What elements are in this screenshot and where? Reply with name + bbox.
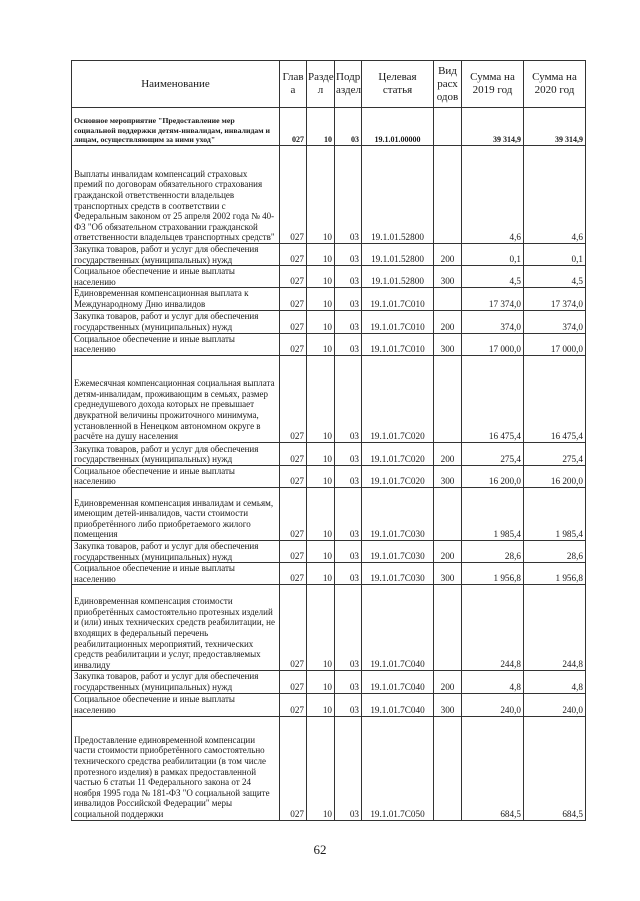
table-row xyxy=(72,465,586,487)
row-podrazdel: 03 xyxy=(335,716,362,820)
row-article: 19.1.01.7С020 xyxy=(362,355,434,442)
row-article: 19.1.01.00000 xyxy=(362,108,434,146)
row-article: 19.1.01.7С010 xyxy=(362,310,434,333)
row-podrazdel: 03 xyxy=(335,693,362,716)
table-row xyxy=(72,487,586,540)
row-razdel: 10 xyxy=(307,540,335,562)
table-header-row xyxy=(72,61,586,108)
row-sum-2019: 4,6 xyxy=(462,146,524,244)
row-sum-2019: 16 200,0 xyxy=(462,465,524,487)
row-vid xyxy=(434,487,462,540)
row-sum-2020: 4,5 xyxy=(524,266,586,288)
row-article: 19.1.01.7С030 xyxy=(362,487,434,540)
row-vid: 300 xyxy=(434,333,462,355)
row-name: Социальное обеспечение и иные выплаты населению xyxy=(72,465,280,487)
row-razdel: 10 xyxy=(307,487,335,540)
row-sum-2020: 17 374,0 xyxy=(524,288,586,310)
row-podrazdel: 03 xyxy=(335,310,362,333)
row-sum-2019: 16 475,4 xyxy=(462,355,524,442)
row-name: Закупка товаров, работ и услуг для обеспечения государственных (муниципальных) нужд xyxy=(72,442,280,465)
table-row xyxy=(72,333,586,355)
row-sum-2020: 240,0 xyxy=(524,693,586,716)
row-sum-2019: 28,6 xyxy=(462,540,524,562)
header-sum-2020: Сумма на 2020 год xyxy=(524,61,586,108)
row-razdel: 10 xyxy=(307,333,335,355)
row-vid: 200 xyxy=(434,442,462,465)
row-vid: 300 xyxy=(434,465,462,487)
row-article: 19.1.01.7С030 xyxy=(362,540,434,562)
row-podrazdel: 03 xyxy=(335,355,362,442)
row-razdel: 10 xyxy=(307,288,335,310)
row-sum-2020: 244,8 xyxy=(524,585,586,671)
table-row xyxy=(72,693,586,716)
table-row xyxy=(72,108,586,146)
row-vid xyxy=(434,355,462,442)
row-razdel: 10 xyxy=(307,310,335,333)
row-podrazdel: 03 xyxy=(335,146,362,244)
row-razdel: 10 xyxy=(307,244,335,266)
row-sum-2019: 39 314,9 xyxy=(462,108,524,146)
table-row xyxy=(72,716,586,820)
row-vid xyxy=(434,288,462,310)
row-name: Предоставление единовременной компенсации части стоимости приобретённого самостоятельно технического средства реабилитации (в том числе протезного изделия) в рамках предоставленной частью 6 статьи 11 Федерального закона от 24 ноября 1995 года № 181-ФЗ "О социальной защите инвалидов Российской Федерации" меры социальной поддержки xyxy=(72,716,280,820)
row-podrazdel: 03 xyxy=(335,288,362,310)
row-sum-2020: 16 200,0 xyxy=(524,465,586,487)
row-glava: 027 xyxy=(280,465,307,487)
table-row xyxy=(72,355,586,442)
header-vid: Вид расх одов xyxy=(434,61,462,108)
row-name: Единовременная компенсация стоимости приобретённых самостоятельно протезных изделий и (или) иных технических средств реабилитации, не входящих в федеральный перечень реабилитационных мероприятий, технических средств реабилитации и услуг, предоставляемых инвалиду xyxy=(72,585,280,671)
row-article: 19.1.01.52800 xyxy=(362,244,434,266)
row-podrazdel: 03 xyxy=(335,442,362,465)
table-row xyxy=(72,540,586,562)
row-sum-2020: 28,6 xyxy=(524,540,586,562)
row-glava: 027 xyxy=(280,540,307,562)
row-article: 19.1.01.7С040 xyxy=(362,693,434,716)
table-row xyxy=(72,563,586,585)
row-name: Социальное обеспечение и иные выплаты населению xyxy=(72,333,280,355)
table-row xyxy=(72,244,586,266)
row-glava: 027 xyxy=(280,585,307,671)
header-razdel: Разде л xyxy=(307,61,335,108)
row-vid: 200 xyxy=(434,310,462,333)
row-glava: 027 xyxy=(280,693,307,716)
row-vid xyxy=(434,716,462,820)
row-podrazdel: 03 xyxy=(335,487,362,540)
row-sum-2020: 4,8 xyxy=(524,671,586,693)
row-sum-2019: 684,5 xyxy=(462,716,524,820)
row-sum-2020: 0,1 xyxy=(524,244,586,266)
row-vid xyxy=(434,146,462,244)
row-podrazdel: 03 xyxy=(335,563,362,585)
row-sum-2020: 16 475,4 xyxy=(524,355,586,442)
table-row xyxy=(72,266,586,288)
row-vid: 200 xyxy=(434,671,462,693)
header-podrazdel: Подр аздел xyxy=(335,61,362,108)
row-razdel: 10 xyxy=(307,716,335,820)
row-sum-2019: 4,5 xyxy=(462,266,524,288)
row-razdel: 10 xyxy=(307,442,335,465)
row-podrazdel: 03 xyxy=(335,266,362,288)
row-sum-2020: 17 000,0 xyxy=(524,333,586,355)
row-sum-2019: 0,1 xyxy=(462,244,524,266)
header-sum-2019: Сумма на 2019 год xyxy=(462,61,524,108)
row-glava: 027 xyxy=(280,487,307,540)
table-row xyxy=(72,671,586,693)
row-glava: 027 xyxy=(280,442,307,465)
row-article: 19.1.01.7С020 xyxy=(362,442,434,465)
row-glava: 027 xyxy=(280,355,307,442)
row-name: Единовременная компенсационная выплата к Международному Дню инвалидов xyxy=(72,288,280,310)
row-sum-2019: 275,4 xyxy=(462,442,524,465)
budget-table xyxy=(71,60,586,821)
row-glava: 027 xyxy=(280,266,307,288)
row-name: Выплаты инвалидам компенсаций страховых премий по договорам обязательного страхования гражданской ответственности владельцев транспортных средств в соответствии с Федеральным законом от 25 апреля 2002 года № 40-ФЗ "Об обязательном страховании гражданской ответственности владельцев транспортных средств" xyxy=(72,146,280,244)
row-name: Ежемесячная компенсационная социальная выплата детям-инвалидам, проживающим в семьях, размер среднедушевого дохода которых не превышает двукратной величины прожиточного минимума, установленной в Ненецком автономном округе в расчёте на душу населения xyxy=(72,355,280,442)
row-article: 19.1.01.7С040 xyxy=(362,585,434,671)
table-row xyxy=(72,442,586,465)
row-vid: 200 xyxy=(434,540,462,562)
row-article: 19.1.01.7С010 xyxy=(362,333,434,355)
row-sum-2020: 275,4 xyxy=(524,442,586,465)
row-name: Закупка товаров, работ и услуг для обеспечения государственных (муниципальных) нужд xyxy=(72,244,280,266)
row-sum-2019: 17 374,0 xyxy=(462,288,524,310)
row-glava: 027 xyxy=(280,288,307,310)
row-razdel: 10 xyxy=(307,108,335,146)
row-glava: 027 xyxy=(280,563,307,585)
table-row xyxy=(72,146,586,244)
header-article: Целевая статья xyxy=(362,61,434,108)
row-name: Социальное обеспечение и иные выплаты населению xyxy=(72,563,280,585)
row-name: Закупка товаров, работ и услуг для обеспечения государственных (муниципальных) нужд xyxy=(72,310,280,333)
row-name: Основное мероприятие "Предоставление мер социальной поддержки детям-инвалидам, инвалидам и лицам, осуществляющим за ними уход" xyxy=(72,108,280,146)
row-glava: 027 xyxy=(280,671,307,693)
row-razdel: 10 xyxy=(307,266,335,288)
row-name: Социальное обеспечение и иные выплаты населению xyxy=(72,693,280,716)
row-sum-2019: 374,0 xyxy=(462,310,524,333)
row-name: Закупка товаров, работ и услуг для обеспечения государственных (муниципальных) нужд xyxy=(72,540,280,562)
row-podrazdel: 03 xyxy=(335,671,362,693)
row-vid xyxy=(434,585,462,671)
row-sum-2020: 374,0 xyxy=(524,310,586,333)
row-sum-2019: 240,0 xyxy=(462,693,524,716)
row-razdel: 10 xyxy=(307,671,335,693)
row-glava: 027 xyxy=(280,310,307,333)
table-row xyxy=(72,288,586,310)
row-razdel: 10 xyxy=(307,146,335,244)
row-name: Социальное обеспечение и иные выплаты населению xyxy=(72,266,280,288)
row-vid: 300 xyxy=(434,563,462,585)
row-sum-2020: 4,6 xyxy=(524,146,586,244)
row-razdel: 10 xyxy=(307,693,335,716)
row-sum-2020: 39 314,9 xyxy=(524,108,586,146)
row-article: 19.1.01.7С050 xyxy=(362,716,434,820)
row-podrazdel: 03 xyxy=(335,108,362,146)
row-glava: 027 xyxy=(280,108,307,146)
row-podrazdel: 03 xyxy=(335,585,362,671)
row-sum-2020: 1 985,4 xyxy=(524,487,586,540)
row-sum-2019: 4,8 xyxy=(462,671,524,693)
row-sum-2020: 1 956,8 xyxy=(524,563,586,585)
page-number: 62 xyxy=(313,842,327,857)
row-article: 19.1.01.7С020 xyxy=(362,465,434,487)
row-vid: 200 xyxy=(434,244,462,266)
row-podrazdel: 03 xyxy=(335,465,362,487)
row-sum-2019: 1 985,4 xyxy=(462,487,524,540)
table-row xyxy=(72,585,586,671)
row-name: Закупка товаров, работ и услуг для обеспечения государственных (муниципальных) нужд xyxy=(72,671,280,693)
row-podrazdel: 03 xyxy=(335,540,362,562)
row-podrazdel: 03 xyxy=(335,333,362,355)
header-name: Наименование xyxy=(72,61,280,108)
row-sum-2019: 244,8 xyxy=(462,585,524,671)
row-sum-2020: 684,5 xyxy=(524,716,586,820)
row-sum-2019: 17 000,0 xyxy=(462,333,524,355)
row-article: 19.1.01.7С010 xyxy=(362,288,434,310)
row-glava: 027 xyxy=(280,146,307,244)
row-razdel: 10 xyxy=(307,563,335,585)
row-article: 19.1.01.7С040 xyxy=(362,671,434,693)
row-razdel: 10 xyxy=(307,585,335,671)
row-article: 19.1.01.7С030 xyxy=(362,563,434,585)
row-glava: 027 xyxy=(280,716,307,820)
table-body xyxy=(72,108,586,821)
table-row xyxy=(72,310,586,333)
row-article: 19.1.01.52800 xyxy=(362,146,434,244)
header-glava: Глав а xyxy=(280,61,307,108)
row-glava: 027 xyxy=(280,244,307,266)
row-name: Единовременная компенсация инвалидам и семьям, имеющим детей-инвалидов, части стоимости приобретённого либо приобретаемого жилого помещения xyxy=(72,487,280,540)
row-podrazdel: 03 xyxy=(335,244,362,266)
row-glava: 027 xyxy=(280,333,307,355)
row-vid: 300 xyxy=(434,266,462,288)
row-article: 19.1.01.52800 xyxy=(362,266,434,288)
row-vid xyxy=(434,108,462,146)
row-vid: 300 xyxy=(434,693,462,716)
row-razdel: 10 xyxy=(307,465,335,487)
row-sum-2019: 1 956,8 xyxy=(462,563,524,585)
row-razdel: 10 xyxy=(307,355,335,442)
